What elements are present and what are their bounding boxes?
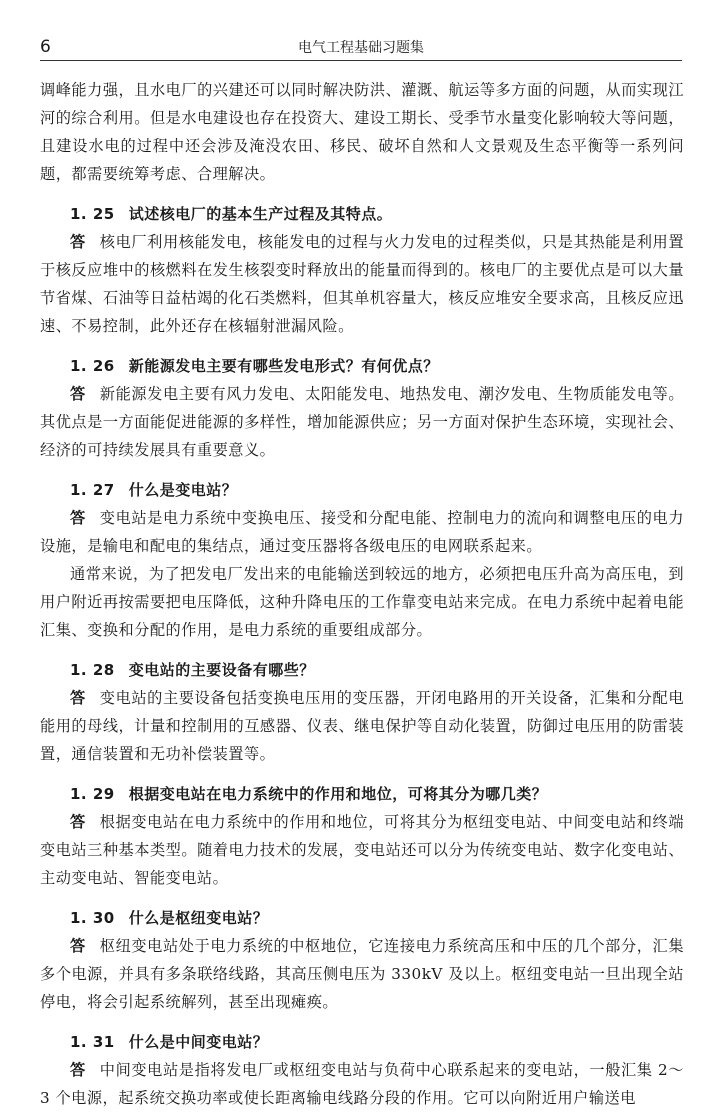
running-title: 电气工程基础习题集 [298, 40, 424, 56]
answer-paragraph [40, 932, 684, 1016]
question-heading [40, 476, 684, 504]
question-number: 1. 28 [70, 661, 115, 679]
question-text: 什么是枢纽变电站？ [128, 909, 269, 927]
question-text: 新能源发电主要有哪些发电形式？有何优点？ [128, 357, 439, 375]
answer-paragraph [40, 684, 684, 768]
answer-paragraph [40, 380, 684, 464]
answer-label: 答 [70, 1061, 86, 1079]
page-number: 6 [40, 37, 51, 57]
question-heading [40, 656, 684, 684]
answer-text: 变电站是电力系统中变换电压、接受和分配电能、控制电力的流向和调整电压的电力设施，是输电和配电的集结点，通过变压器将各级电压的电网联系起来。 [40, 509, 685, 555]
answer-label: 答 [70, 689, 86, 707]
answer-text: 变电站的主要设备包括变换电压用的变压器，开闭电路用的开关设备，汇集和分配电能用的母线，计量和控制用的互感器、仪表、继电保护等自动化装置，防御过电压用的防雷装置，通信装置和无功补偿装置等。 [40, 689, 685, 763]
question-text: 什么是中间变电站？ [128, 1033, 269, 1051]
answer-paragraph [40, 228, 684, 340]
answer-label: 答 [70, 509, 86, 527]
answer-label: 答 [70, 937, 86, 955]
question-heading [40, 1028, 684, 1056]
question-text: 什么是变电站？ [128, 481, 238, 499]
answer-text: 中间变电站是指将发电厂或枢纽变电站与负荷中心联系起来的变电站，一般汇集 2～3 个电源，起系统交换功率或使长距离输电线路分段的作用。它可以向附近用户输送电 [40, 1061, 684, 1107]
question-heading [40, 780, 684, 808]
page-body [40, 76, 684, 1112]
answer-text: 根据变电站在电力系统中的作用和地位，可将其分为枢纽变电站、中间变电站和终端变电站三种基本类型。随着电力技术的发展，变电站还可以分为传统变电站、数字化变电站、主动变电站、智能变电站。 [40, 813, 685, 887]
question-heading [40, 904, 684, 932]
intro-paragraph: 调峰能力强，且水电厂的兴建还可以同时解决防洪、灌溉、航运等多方面的问题，从而实现江河的综合利用。但是水电建设也存在投资大、建设工期长、受季节水量变化影响较大等问题，且建设水电的过程中还会涉及淹没农田、移民、破坏自然和人文景观及生态平衡等一系列问题，都需要统筹考虑、合理解决。 [40, 81, 684, 183]
question-number: 1. 25 [70, 205, 115, 223]
answer-label: 答 [70, 385, 86, 403]
question-heading [40, 200, 684, 228]
question-text: 变电站的主要设备有哪些？ [128, 661, 315, 679]
question-text: 根据变电站在电力系统中的作用和地位，可将其分为哪几类？ [128, 785, 548, 803]
page-header [40, 36, 682, 62]
answer-label: 答 [70, 233, 86, 251]
answer-paragraph: 通常来说，为了把发电厂发出来的电能输送到较远的地方，必须把电压升高为高压电，到用户附近再按需要把电压降低，这种升降电压的工作靠变电站来完成。在电力系统中起着电能汇集、变换和分配的作用，是电力系统的重要组成部分。 [40, 565, 684, 639]
question-number: 1. 27 [70, 481, 115, 499]
answer-text: 核电厂利用核能发电，核能发电的过程与火力发电的过程类似，只是其热能是利用置于核反应堆中的核燃料在发生核裂变时释放出的能量而得到的。核电厂的主要优点是可以大量节省煤、石油等日益枯竭的化石类燃料，但其单机容量大，核反应堆安全要求高，且核反应迅速、不易控制，此外还存在核辐射泄漏风险。 [40, 233, 685, 335]
question-text: 试述核电厂的基本生产过程及其特点。 [128, 205, 393, 223]
question-number: 1. 31 [70, 1033, 115, 1051]
answer-text: 枢纽变电站处于电力系统的中枢地位，它连接电力系统高压和中压的几个部分，汇集多个电源，并具有多条联络线路，其高压侧电压为 330kV 及以上。枢纽变电站一旦出现全站停电，将会引起系统解列，甚至出现瘫痪。 [40, 937, 685, 1011]
question-heading [40, 352, 684, 380]
answer-label: 答 [70, 813, 86, 831]
answer-paragraph [40, 808, 684, 892]
question-number: 1. 26 [70, 357, 115, 375]
answer-text: 新能源发电主要有风力发电、太阳能发电、地热发电、潮汐发电、生物质能发电等。其优点是一方面能促进能源的多样性，增加能源供应；另一方面对保护生态环境，实现社会、经济的可持续发展具有重要意义。 [40, 385, 685, 459]
answer-paragraph [40, 1056, 684, 1112]
answer-paragraph [40, 504, 684, 560]
header-rule [40, 60, 682, 61]
question-number: 1. 29 [70, 785, 115, 803]
question-number: 1. 30 [70, 909, 115, 927]
